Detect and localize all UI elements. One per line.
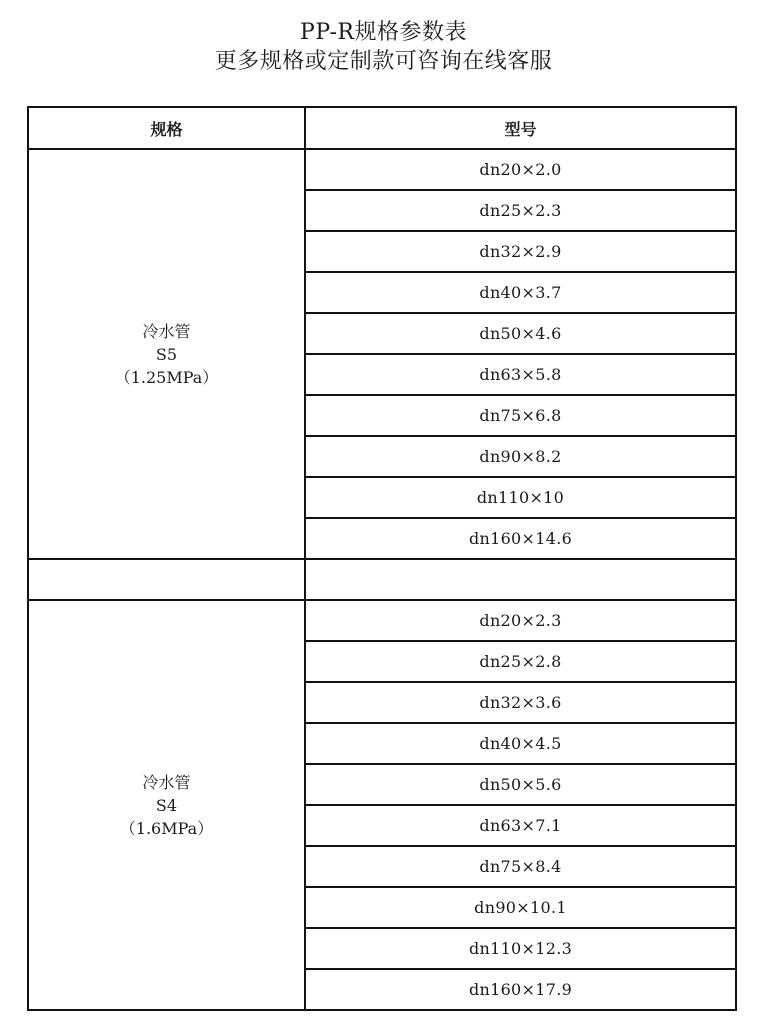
spec-cell-s4	[28, 600, 305, 1010]
table-row	[28, 600, 736, 641]
model-cell: dn160×17.9	[305, 969, 736, 1010]
model-cell: dn90×8.2	[305, 436, 736, 477]
model-cell: dn20×2.0	[305, 149, 736, 190]
spec-table	[27, 106, 737, 1011]
model-cell: dn50×5.6	[305, 764, 736, 805]
spec-series: S5	[155, 344, 178, 364]
model-cell: dn20×2.3	[305, 600, 736, 641]
model-cell: dn160×14.6	[305, 518, 736, 559]
model-cell: dn90×10.1	[305, 887, 736, 928]
model-cell: dn25×2.3	[305, 190, 736, 231]
blank-cell	[305, 559, 736, 600]
model-cell: dn63×5.8	[305, 354, 736, 395]
model-cell: dn75×6.8	[305, 395, 736, 436]
title-block	[0, 18, 767, 76]
model-cell: dn40×3.7	[305, 272, 736, 313]
model-cell: dn110×10	[305, 477, 736, 518]
column-header-model: 型号	[305, 107, 736, 149]
table-row	[28, 149, 736, 190]
model-cell: dn32×2.9	[305, 231, 736, 272]
blank-row	[28, 559, 736, 600]
model-cell: dn32×3.6	[305, 682, 736, 723]
model-cell: dn63×7.1	[305, 805, 736, 846]
spec-name: 冷水管	[142, 321, 191, 341]
model-cell: dn75×8.4	[305, 846, 736, 887]
model-cell: dn40×4.5	[305, 723, 736, 764]
table-header-row	[28, 107, 736, 149]
spec-series: S4	[155, 795, 178, 815]
model-cell: dn50×4.6	[305, 313, 736, 354]
blank-cell	[28, 559, 305, 600]
spec-pressure: （1.6MPa）	[119, 818, 214, 838]
spec-pressure: （1.25MPa）	[114, 367, 219, 387]
page-title: PP-R规格参数表	[300, 20, 467, 45]
model-cell: dn25×2.8	[305, 641, 736, 682]
spec-cell-s5	[28, 149, 305, 559]
column-header-spec: 规格	[28, 107, 305, 149]
model-cell: dn110×12.3	[305, 928, 736, 969]
spec-name: 冷水管	[142, 772, 191, 792]
page-subtitle: 更多规格或定制款可咨询在线客服	[214, 49, 553, 74]
